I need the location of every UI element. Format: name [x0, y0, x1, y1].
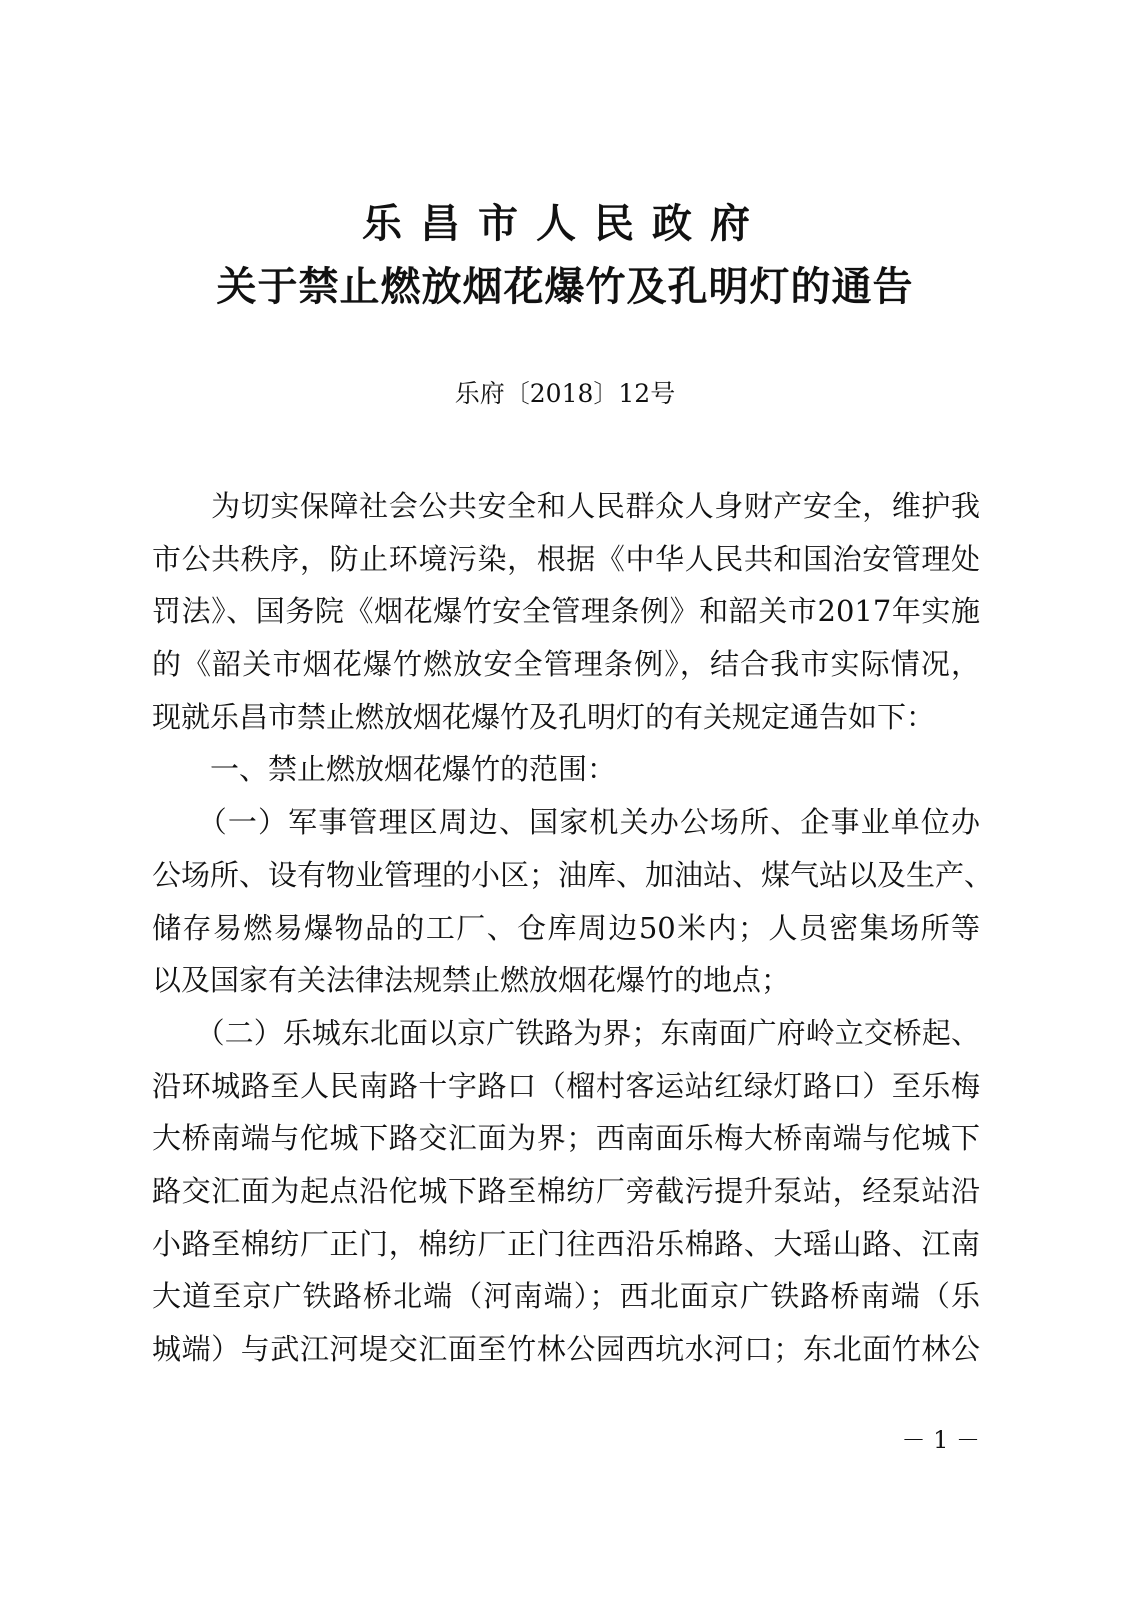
- document-number: 乐府〔2018〕12号: [454, 379, 676, 408]
- document-title-subject: 关于禁止燃放烟花爆竹及孔明灯的通告: [216, 263, 914, 310]
- body-line: 为切实保障社会公共安全和人民群众人身财产安全，维护我: [152, 489, 980, 523]
- body-line: 以及国家有关法律法规禁止燃放烟花爆竹的地点；: [152, 963, 791, 998]
- body-line: 的《韶关市烟花爆竹燃放安全管理条例》，结合我市实际情况，: [152, 647, 980, 682]
- body-line: 大桥南端与佗城下路交汇面为界；西南面乐梅大桥南端与佗城下: [152, 1121, 980, 1156]
- body-line: 路交汇面为起点沿佗城下路至棉纺厂旁截污提升泵站，经泵站沿: [152, 1173, 980, 1208]
- body-line: 现就乐昌市禁止燃放烟花爆竹及孔明灯的有关规定通告如下：: [152, 699, 936, 734]
- body-line: （一）军事管理区周边、国家机关办公场所、企事业单位办: [152, 805, 980, 840]
- body-line: 公场所、设有物业管理的小区；油库、加油站、煤气站以及生产、: [152, 857, 994, 892]
- body-line: 市公共秩序，防止环境污染，根据《中华人民共和国治安管理处: [152, 541, 980, 576]
- page-number: － 1 －: [901, 1426, 980, 1454]
- body-line: 储存易燃易爆物品的工厂、仓库周边50米内；人员密集场所等: [152, 910, 980, 945]
- body-line: （二）乐城东北面以京广铁路为界；东南面广府岭立交桥起、: [152, 1015, 980, 1050]
- body-line: 小路至棉纺厂正门，棉纺厂正门往西沿乐棉路、大瑶山路、江南: [152, 1226, 980, 1261]
- body-line: 城端）与武江河堤交汇面至竹林公园西坑水河口；东北面竹林公: [152, 1332, 980, 1366]
- document-title-issuer: 乐昌市人民政府: [362, 200, 768, 247]
- section-heading: 一、禁止燃放烟花爆竹的范围：: [152, 752, 617, 787]
- document-body: [152, 480, 994, 1376]
- body-line: 罚法》、国务院《烟花爆竹安全管理条例》和韶关市2017年实施: [152, 594, 980, 629]
- body-line: 大道至京广铁路桥北端（河南端）；西北面京广铁路桥南端（乐: [152, 1279, 980, 1314]
- body-line: 沿环城路至人民南路十字路口（榴村客运站红绿灯路口）至乐梅: [152, 1068, 980, 1103]
